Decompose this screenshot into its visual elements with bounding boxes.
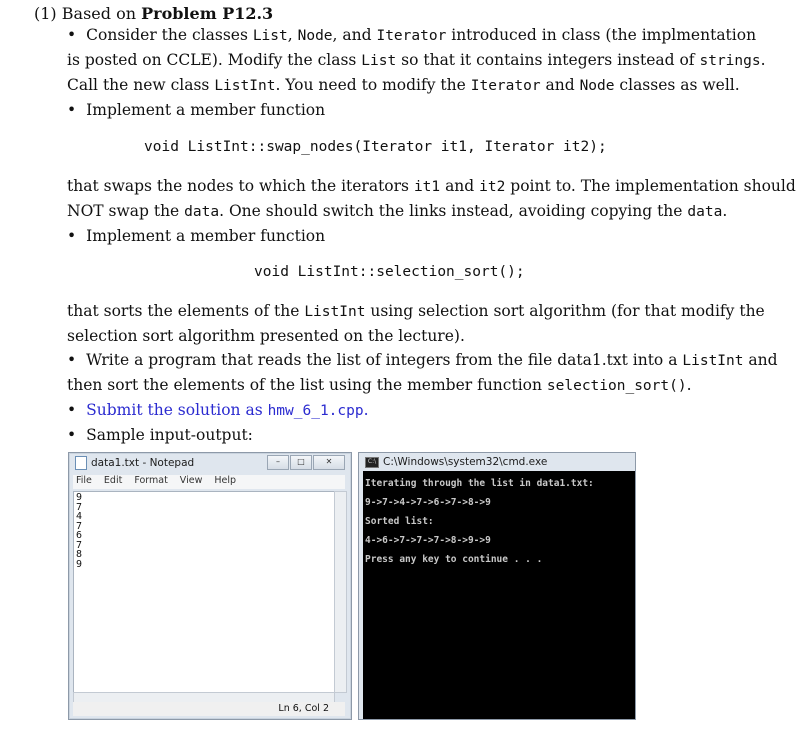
notepad-line: 6 (76, 530, 83, 541)
paragraph-line: that sorts the elements of the ListInt using selection sort algorithm (for that modify the (67, 302, 765, 320)
maximize-button[interactable]: □ (290, 455, 312, 470)
code-selection-sort: void ListInt::selection_sort(); (254, 264, 525, 280)
menu-view[interactable]: View (179, 475, 203, 486)
notepad-icon (75, 456, 87, 470)
notepad-window-buttons (266, 455, 345, 470)
minimize-button[interactable]: – (267, 455, 289, 470)
notepad-line: 9 (76, 492, 83, 503)
console-line: Press any key to continue . . . (365, 554, 543, 565)
paragraph-line: then sort the elements of the list using the member function selection_sort(). (67, 376, 692, 394)
notepad-status-bar (73, 702, 345, 716)
cmd-window (358, 452, 636, 720)
paragraph-line: that swaps the nodes to which the iterators it1 and it2 point to. The implementation should (67, 177, 796, 195)
paragraph-line: is posted on CCLE). Modify the class List so that it contains integers instead of strings. (67, 51, 766, 69)
notepad-menu-bar (73, 475, 345, 489)
bullet-consider-classes: • Consider the classes List, Node, and Iterator introduced in class (the implmentation (67, 25, 756, 46)
submit-file-link[interactable]: hmw_6_1.cpp (267, 403, 364, 419)
notepad-title: data1.txt - Notepad (75, 456, 194, 470)
paragraph-line: NOT swap the data. One should switch the links instead, avoiding copying the data. (67, 202, 728, 220)
bullet-implement-swap: • Implement a member function (67, 100, 325, 120)
notepad-line: 7 (76, 501, 83, 513)
problem-number: (1) (34, 4, 57, 23)
heading-prefix: Based on (61, 4, 137, 23)
notepad-line: 7 (76, 539, 83, 551)
menu-file[interactable]: File (76, 475, 92, 486)
menu-help[interactable]: Help (214, 475, 237, 486)
menu-edit[interactable]: Edit (103, 475, 123, 486)
paragraph-line: Call the new class ListInt. You need to modify the Iterator and Node classes as well. (67, 76, 740, 94)
notepad-line: 4 (76, 511, 83, 522)
notepad-line: 7 (76, 520, 83, 532)
console-line: 9->7->4->7->6->7->8->9 (365, 497, 491, 508)
code-swap-nodes: void ListInt::swap_nodes(Iterator it1, Iterator it2); (144, 139, 607, 155)
menu-format[interactable]: Format (134, 475, 168, 486)
cmd-icon: C:\ (365, 457, 379, 468)
console-line: 4->6->7->7->7->8->9->9 (365, 535, 491, 546)
notepad-window (68, 452, 352, 720)
cursor-position: Ln 6, Col 2 (278, 703, 329, 714)
notepad-line: 8 (76, 549, 83, 560)
notepad-text-area[interactable] (73, 491, 335, 693)
cmd-title: C:\ C:\Windows\system32\cmd.exe (365, 456, 547, 468)
console-line: Iterating through the list in data1.txt: (365, 478, 594, 489)
problem-heading (34, 4, 273, 23)
notepad-line: 9 (76, 558, 83, 570)
console-line: Sorted list: (365, 516, 434, 527)
close-button[interactable]: ✕ (313, 455, 345, 470)
paragraph-line: selection sort algorithm presented on the lecture). (67, 327, 465, 345)
bullet-implement-selection-sort: • Implement a member function (67, 226, 325, 246)
cmd-console[interactable] (363, 471, 635, 719)
bullet-sample-io: • Sample input-output: (67, 425, 253, 445)
vertical-scrollbar[interactable] (334, 491, 347, 693)
bullet-write-program: • Write a program that reads the list of integers from the file data1.txt into a ListInt and (67, 350, 778, 371)
problem-title: Problem P12.3 (141, 4, 274, 23)
bullet-submit: • Submit the solution as hmw_6_1.cpp. (67, 400, 369, 421)
